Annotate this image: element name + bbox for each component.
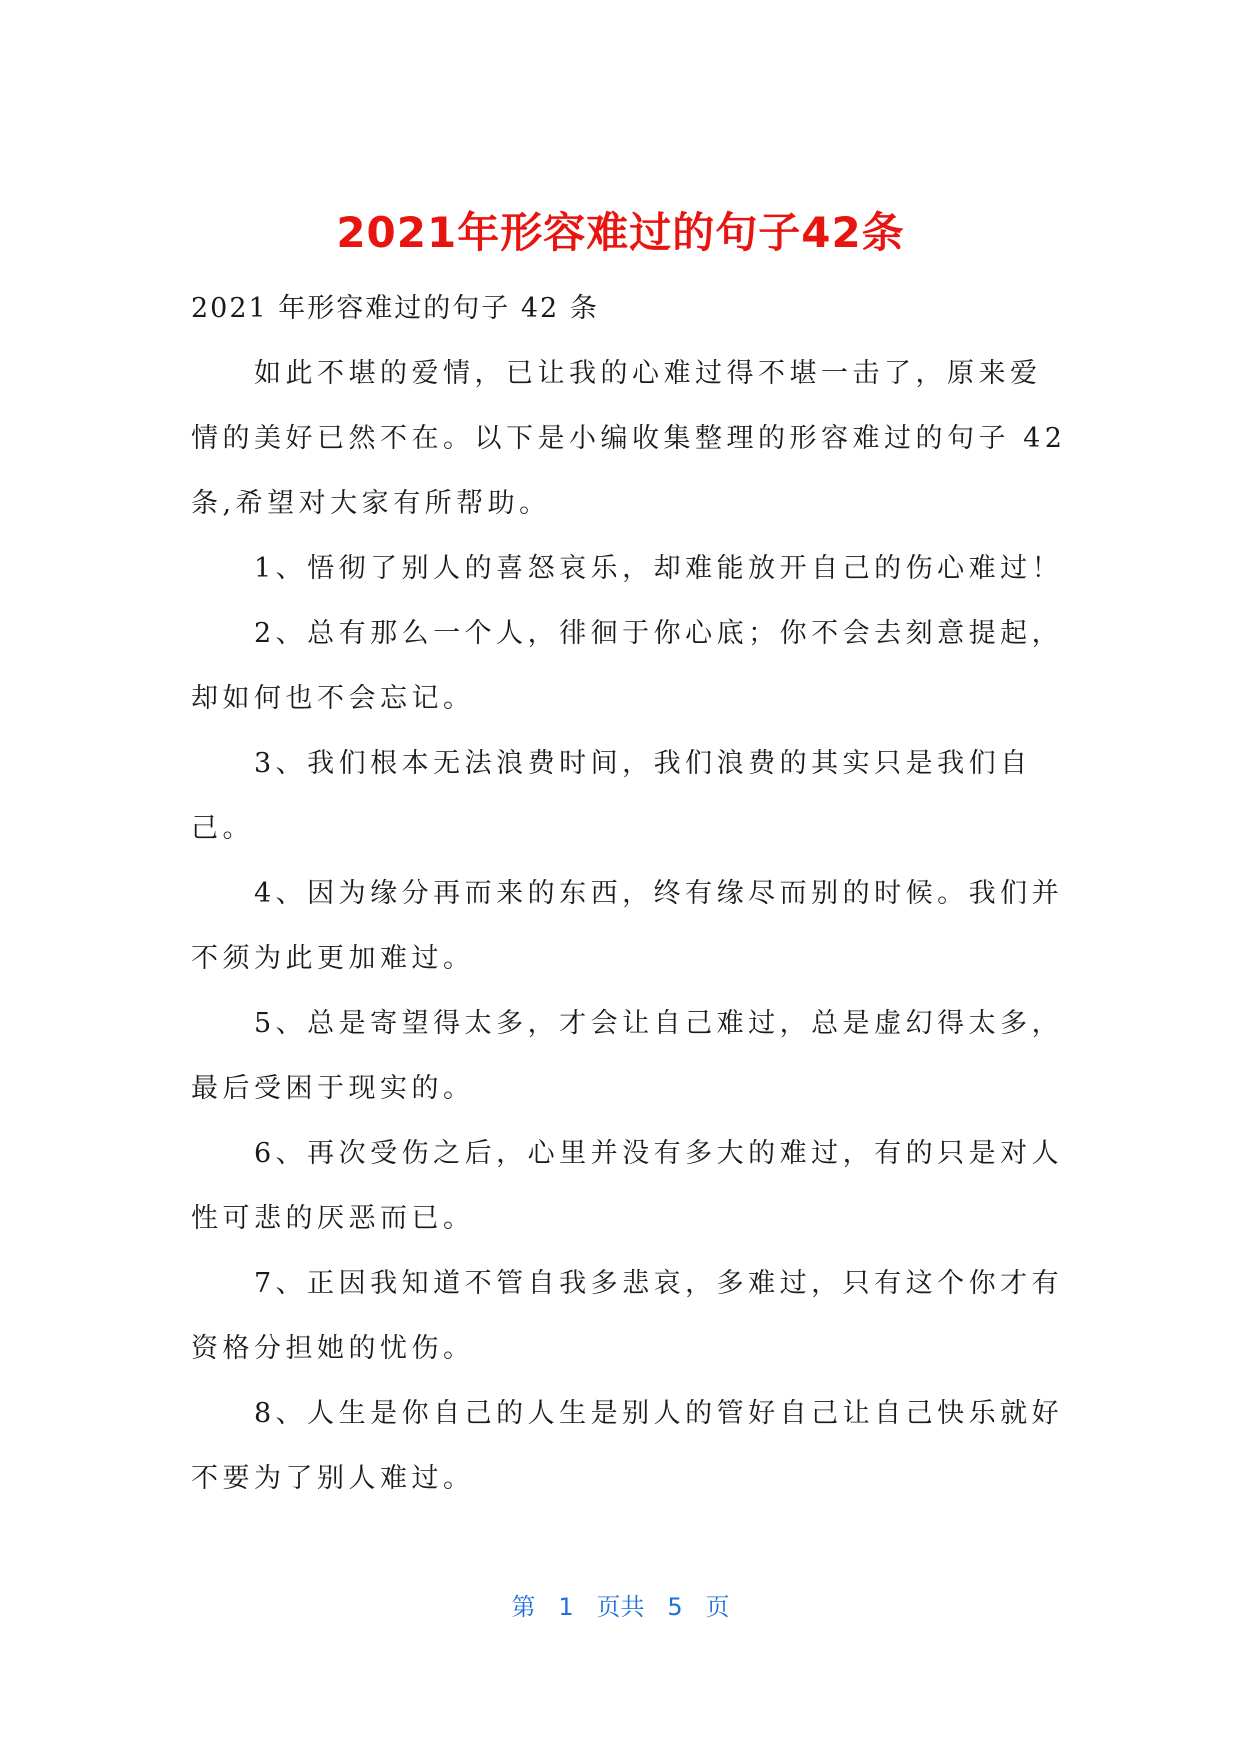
footer-suffix: 页 <box>705 1593 730 1621</box>
paragraph <box>191 744 1051 849</box>
paragraph-line: 己。 <box>191 813 254 844</box>
paragraph-line: 3、我们根本无法浪费时间，我们浪费的其实只是我们自 <box>254 748 1032 779</box>
paragraph-line: 1、悟彻了别人的喜怒哀乐，却难能放开自己的伤心难过！ <box>254 553 1064 584</box>
paragraph <box>191 354 1067 524</box>
paragraph <box>191 1394 1064 1499</box>
total-pages: 5 <box>667 1593 683 1621</box>
paragraph-line: 8、人生是你自己的人生是别人的管好自己让自己快乐就好 <box>254 1398 1064 1429</box>
paragraph-line: 情的美好已然不在。以下是小编收集整理的形容难过的句子 42 <box>191 423 1067 454</box>
paragraph-line: 最后受困于现实的。 <box>191 1073 475 1104</box>
document-title: 2021年形容难过的句子42条 <box>336 208 905 257</box>
paragraph <box>191 1264 1064 1369</box>
document-body <box>191 289 1067 1524</box>
paragraph-line: 7、正因我知道不管自我多悲哀，多难过，只有这个你才有 <box>254 1268 1064 1299</box>
paragraph <box>191 1134 1064 1239</box>
paragraph <box>191 614 1064 719</box>
paragraph <box>191 549 1064 589</box>
paragraph-line: 6、再次受伤之后，心里并没有多大的难过，有的只是对人 <box>254 1138 1064 1169</box>
paragraph-line: 2、总有那么一个人，徘徊于你心底；你不会去刻意提起， <box>254 618 1064 649</box>
paragraph-line: 条,希望对大家有所帮助。 <box>191 488 551 519</box>
document-subtitle: 2021 年形容难过的句子 42 条 <box>191 293 599 324</box>
paragraph-line: 却如何也不会忘记。 <box>191 683 475 714</box>
paragraph-line: 性可悲的厌恶而已。 <box>191 1203 475 1234</box>
paragraph-line: 资格分担她的忧伤。 <box>191 1333 475 1364</box>
page-number: 1 <box>558 1593 574 1621</box>
paragraph <box>191 874 1064 979</box>
paragraph <box>191 1004 1064 1109</box>
paragraph-list <box>191 354 1067 1499</box>
page-footer <box>0 1587 1241 1622</box>
paragraph-line: 不须为此更加难过。 <box>191 943 475 974</box>
paragraph-line: 5、总是寄望得太多，才会让自己难过，总是虚幻得太多， <box>254 1008 1064 1039</box>
footer-prefix: 第 <box>511 1593 536 1621</box>
paragraph-line: 4、因为缘分再而来的东西，终有缘尽而别的时候。我们并 <box>254 878 1064 909</box>
footer-middle: 页共 <box>596 1593 645 1621</box>
paragraph-line: 不要为了别人难过。 <box>191 1463 475 1494</box>
paragraph-line: 如此不堪的爱情，已让我的心难过得不堪一击了，原来爱 <box>254 358 1042 389</box>
